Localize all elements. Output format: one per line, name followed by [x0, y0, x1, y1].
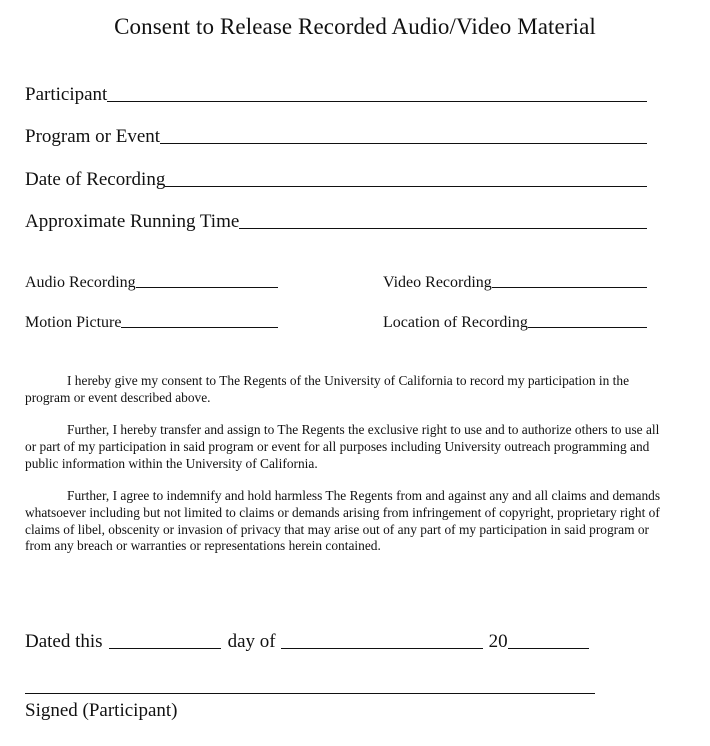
- day-of-label: day of: [227, 631, 276, 652]
- dated-row: [25, 631, 600, 653]
- participant-line[interactable]: [107, 101, 647, 102]
- signature-line[interactable]: [25, 693, 595, 694]
- dated-this-label: Dated this: [25, 631, 103, 652]
- video-recording-line[interactable]: [492, 287, 647, 288]
- date-line[interactable]: [165, 186, 647, 187]
- date-field[interactable]: [25, 169, 647, 191]
- motion-picture-label: Motion Picture: [25, 314, 122, 331]
- location-field[interactable]: [383, 314, 647, 332]
- audio-recording-line[interactable]: [136, 287, 278, 288]
- year-line[interactable]: [508, 648, 589, 649]
- program-label: Program or Event: [25, 126, 161, 147]
- audio-recording-label: Audio Recording: [25, 274, 136, 291]
- running-time-field[interactable]: [25, 211, 647, 233]
- transfer-paragraph: Further, I hereby transfer and assign to The Regents the exclusive right to use and to authorize others to use all or part of my participation in said program or event for all purposes including University outreach programming and public information within the University of California.: [25, 422, 660, 471]
- motion-picture-field[interactable]: [25, 314, 278, 332]
- month-line[interactable]: [281, 648, 483, 649]
- day-line[interactable]: [109, 648, 221, 649]
- program-field[interactable]: [25, 126, 647, 148]
- document-title: Consent to Release Recorded Audio/Video Material: [114, 14, 596, 39]
- indemnify-paragraph: Further, I agree to indemnify and hold harmless The Regents from and against any and all claims and demands whatsoever including but not limited to claims or demands arising from infringement of copyright, proprietary right of claims of libel, obscenity or invasion of privacy that may arise out of any part of my participation in said program or from any breach or warranties or representations herein contained.: [25, 488, 661, 554]
- participant-field[interactable]: [25, 84, 647, 106]
- participant-label: Participant: [25, 84, 108, 105]
- video-recording-label: Video Recording: [383, 274, 492, 291]
- year-prefix-label: 20: [488, 631, 508, 652]
- signature-label: Signed (Participant): [25, 700, 178, 721]
- consent-paragraph: I hereby give my consent to The Regents of the University of California to record my participation in the program or event described above.: [25, 373, 630, 405]
- running-time-label: Approximate Running Time: [25, 211, 240, 232]
- location-line[interactable]: [528, 327, 647, 328]
- location-label: Location of Recording: [383, 314, 528, 331]
- audio-recording-field[interactable]: [25, 274, 278, 292]
- program-line[interactable]: [160, 143, 647, 144]
- motion-picture-line[interactable]: [121, 327, 278, 328]
- date-label: Date of Recording: [25, 169, 166, 190]
- running-time-line[interactable]: [239, 228, 647, 229]
- video-recording-field[interactable]: [383, 274, 647, 292]
